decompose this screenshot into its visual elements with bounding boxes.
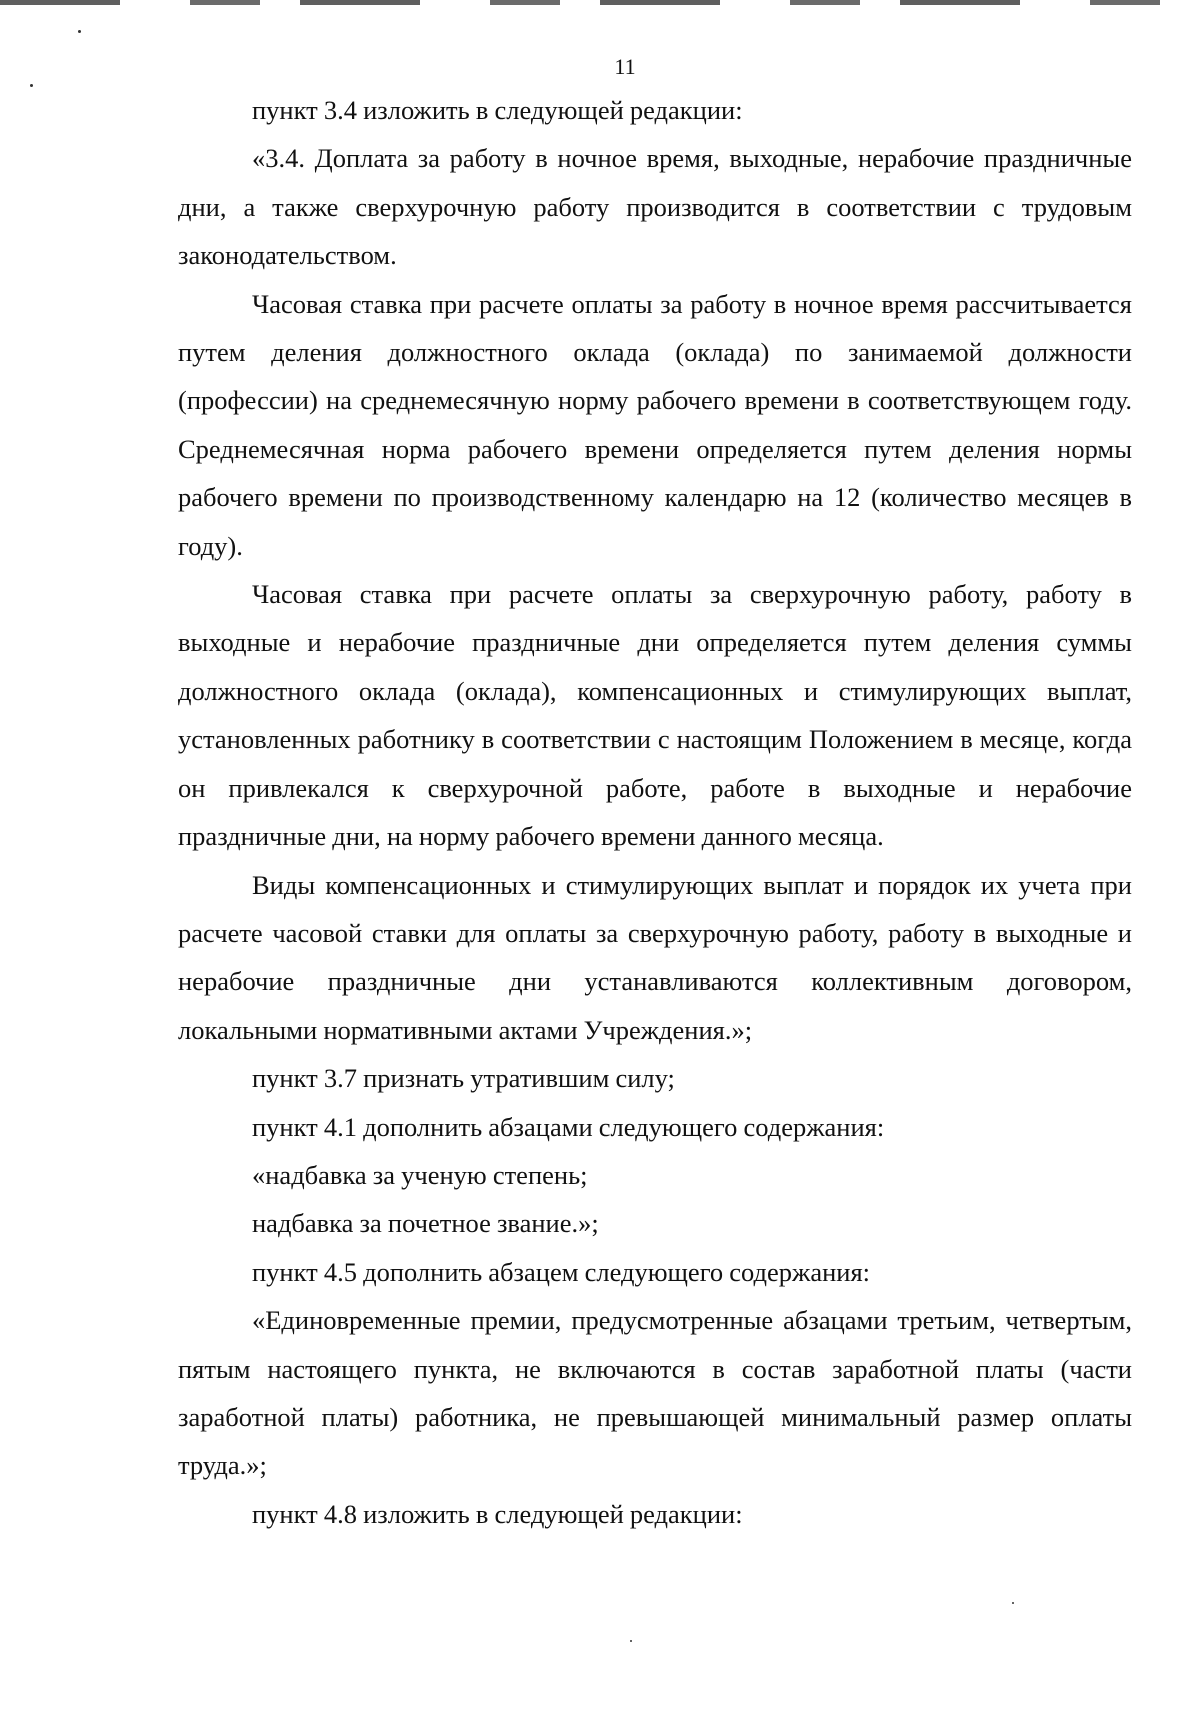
paragraph-8: «надбавка за ученую степень; <box>252 1159 588 1190</box>
paragraph-6: пункт 3.7 признать утратившим силу; <box>252 1063 675 1094</box>
scan-top-edge <box>0 0 1200 5</box>
paragraph-9: надбавка за почетное звание.»; <box>252 1208 599 1239</box>
paragraph-10: пункт 4.5 дополнить абзацем следующего содержания: <box>252 1256 871 1287</box>
paragraph-3: Часовая ставка при расчете оплаты за работу в ночное время рассчитывается путем деления должностного оклада (оклада) по занимаемой должности (профессии) на среднемесячную норму рабочего времени в соответствующем году. Среднемесячная норма рабочего времени определяется путем деления нормы рабочего времени по производственному календарю на 12 (количество месяцев в году). <box>178 288 1132 561</box>
page-number: 11 <box>614 54 636 79</box>
paragraph-12: пункт 4.8 изложить в следующей редакции: <box>252 1498 743 1529</box>
paragraph-7: пункт 4.1 дополнить абзацами следующего содержания: <box>252 1111 885 1142</box>
scan-speck <box>30 84 33 87</box>
paragraph-5: Виды компенсационных и стимулирующих выплат и порядок их учета при расчете часовой ставки для оплаты за сверхурочную работу, работу в выходные и нерабочие праздничные дни устанавливаются коллективным договором, локальными нормативными актами Учреждения.»; <box>178 869 1132 1045</box>
paragraph-1: пункт 3.4 изложить в следующей редакции: <box>252 95 743 125</box>
document-body <box>178 86 1132 1538</box>
scan-speck <box>630 1640 632 1642</box>
paragraph-2: «3.4. Доплата за работу в ночное время, выходные, нерабочие праздничные дни, а также сверхурочную работу производится в соответствии с трудовым законодательством. <box>178 143 1132 271</box>
paragraph-11: «Единовременные премии, предусмотренные абзацами третьим, четвертым, пятым настоящего пункта, не включаются в состав заработной платы (части заработной платы) работника, не превышающей минимальный размер оплаты труда.»; <box>178 1305 1132 1481</box>
paragraph-4: Часовая ставка при расчете оплаты за сверхурочную работу, работу в выходные и нерабочие праздничные дни определяется путем деления суммы должностного оклада (оклада), компенсационных и стимулирующих выплат, установленных работнику в соответствии с настоящим Положением в месяце, когда он привлекался к сверхурочной работе, работе в выходные и нерабочие праздничные дни, на норму рабочего времени данного месяца. <box>178 579 1132 852</box>
scan-speck <box>1012 1602 1014 1604</box>
scan-speck <box>78 30 81 33</box>
